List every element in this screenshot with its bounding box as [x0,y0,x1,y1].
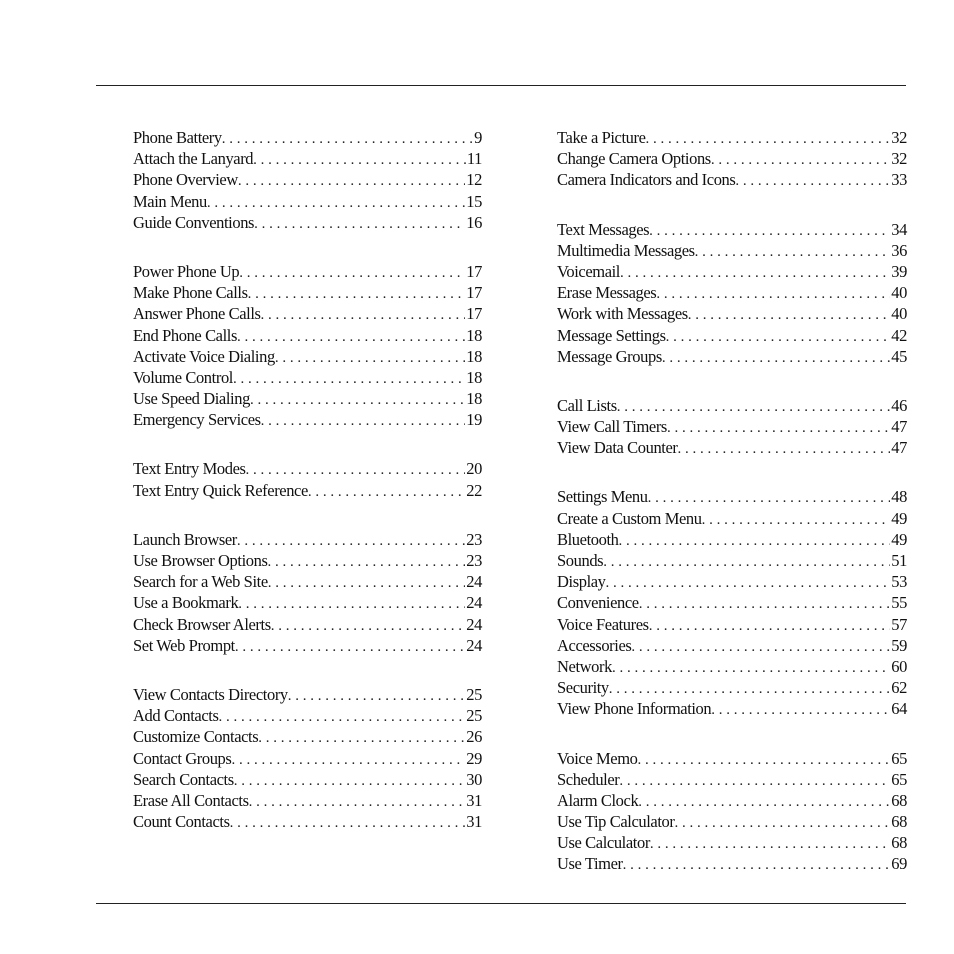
dot-leader [646,129,891,150]
toc-entry-page: 49 [891,529,907,549]
toc-entry-title: Contact Groups [133,748,232,768]
toc-entry-page: 25 [466,684,482,704]
dot-leader [609,679,891,700]
toc-entry-title: Erase All Contacts [133,790,249,810]
toc-entry-page: 24 [466,593,482,613]
toc-entry-page: 16 [466,212,482,232]
toc-entry-title: Alarm Clock [557,790,639,810]
toc-entry[interactable] [133,388,482,409]
toc-entry-title: Count Contacts [133,812,230,832]
dot-leader [267,552,465,573]
toc-entry[interactable] [133,614,482,635]
toc-entry-page: 18 [466,367,482,387]
toc-entry-page: 47 [891,417,907,437]
toc-section [557,748,907,875]
toc-section [557,127,907,191]
toc-entry[interactable] [133,325,482,346]
bottom-rule [96,903,906,904]
toc-entry[interactable] [557,219,907,240]
toc-entry-page: 15 [466,191,482,211]
dot-leader [638,792,890,813]
toc-entry-title: Set Web Prompt [133,635,235,655]
toc-entry[interactable] [133,684,482,705]
toc-entry-title: Launch Browser [133,529,237,549]
toc-entry-page: 55 [891,593,907,613]
dot-leader [230,813,466,834]
dot-leader [258,728,465,749]
toc-entry-page: 18 [466,325,482,345]
toc-entry-page: 57 [891,614,907,634]
dot-leader [617,397,891,418]
toc-entry-page: 24 [466,572,482,592]
dot-leader [678,439,891,460]
toc-entry[interactable] [133,705,482,726]
toc-entry-title: Search for a Web Site [133,572,268,592]
toc-entry-title: View Data Counter [557,438,678,458]
toc-entry[interactable] [557,508,907,529]
toc-entry-title: Message Settings [557,325,666,345]
toc-section [133,261,482,431]
toc-entry-page: 68 [891,812,907,832]
toc-entry-title: Customize Contacts [133,727,259,747]
toc-entry-page: 18 [466,346,482,366]
toc-entry-title: Make Phone Calls [133,283,248,303]
toc-entry-title: Scheduler [557,769,620,789]
toc-section [133,127,482,233]
toc-entry[interactable] [557,698,907,719]
toc-entry[interactable] [557,592,907,613]
dot-leader [235,637,465,658]
top-rule [96,85,906,86]
toc-entry-title: Power Phone Up [133,261,240,281]
toc-entry[interactable] [557,282,907,303]
toc-entry[interactable] [133,726,482,747]
toc-left-column [133,127,482,860]
toc-entry-page: 59 [891,635,907,655]
dot-leader [250,390,465,411]
toc-entry[interactable] [557,240,907,261]
toc-entry-title: Voice Features [557,614,649,634]
dot-leader [253,150,466,171]
toc-entry[interactable] [133,529,482,550]
dot-leader [674,813,890,834]
toc-entry-page: 69 [891,854,907,874]
toc-entry-title: Text Entry Modes [133,459,246,479]
toc-entry-page: 40 [891,283,907,303]
dot-leader [650,834,890,855]
toc-entry[interactable] [557,127,907,148]
toc-entry-page: 60 [891,656,907,676]
toc-entry-title: Attach the Lanyard [133,149,254,169]
toc-entry[interactable] [133,261,482,282]
toc-entry[interactable] [133,811,482,832]
dot-leader [239,263,465,284]
toc-entry[interactable] [133,127,482,148]
dot-leader [631,637,890,658]
toc-entry-title: Create a Custom Menu [557,508,702,528]
toc-entry[interactable] [557,416,907,437]
toc-entry-page: 17 [466,261,482,281]
toc-entry-page: 65 [891,769,907,789]
dot-leader [606,573,891,594]
dot-leader [649,221,890,242]
toc-entry-title: Camera Indicators and Icons [557,170,736,190]
toc-entry-title: Voice Memo [557,748,638,768]
toc-entry-page: 36 [891,240,907,260]
toc-entry[interactable] [133,748,482,769]
dot-leader [218,707,465,728]
toc-entry-title: View Call Timers [557,417,667,437]
toc-entry[interactable] [133,769,482,790]
toc-entry-title: Message Groups [557,346,662,366]
toc-entry[interactable] [557,303,907,324]
toc-entry-title: Emergency Services [133,410,261,430]
toc-entry-page: 32 [891,149,907,169]
toc-entry-title: Convenience [557,593,639,613]
dot-leader [237,327,465,348]
dot-leader [288,686,466,707]
toc-entry-page: 17 [466,283,482,303]
toc-entry[interactable] [557,395,907,416]
toc-entry-page: 68 [891,833,907,853]
toc-entry-title: View Phone Information [557,699,712,719]
dot-leader [711,150,890,171]
dot-leader [656,284,890,305]
toc-entry-page: 32 [891,128,907,147]
toc-entry[interactable] [557,748,907,769]
toc-section [133,458,482,500]
toc-entry-title: Accessories [557,635,632,655]
toc-entry-title: Settings Menu [557,487,648,507]
toc-entry-title: Check Browser Alerts [133,614,271,634]
dot-leader [666,327,891,348]
dot-leader [207,193,465,214]
toc-entry[interactable] [557,550,907,571]
dot-leader [248,284,466,305]
toc-entry-title: Sounds [557,551,604,570]
dot-leader [238,594,465,615]
toc-section [133,529,482,656]
toc-entry-page: 20 [466,459,482,479]
toc-entry-title: Use Speed Dialing [133,389,250,409]
toc-entry[interactable] [133,191,482,212]
toc-entry-title: Multimedia Messages [557,240,695,260]
toc-entry-page: 48 [891,487,907,507]
toc-entry-title: Guide Conventions [133,212,255,232]
dot-leader [231,750,465,771]
toc-entry[interactable] [557,853,907,874]
toc-entry[interactable] [133,169,482,190]
dot-leader [261,411,466,432]
toc-entry-page: 24 [466,635,482,655]
toc-entry[interactable] [557,769,907,790]
toc-entry-title: Erase Messages [557,283,657,303]
toc-entry-page: 33 [891,170,907,190]
toc-entry[interactable] [133,571,482,592]
toc-entry[interactable] [557,486,907,507]
toc-entry-page: 51 [891,551,907,570]
toc-entry-page: 29 [466,748,482,768]
toc-entry-title: Change Camera Options [557,149,711,169]
dot-leader [246,460,466,481]
toc-entry-title: Text Entry Quick Reference [133,480,308,500]
dot-leader [237,531,465,552]
toc-entry-title: Network [557,656,612,676]
toc-entry-page: 11 [466,149,482,169]
toc-entry-page: 62 [891,678,907,698]
toc-entry[interactable] [557,656,907,677]
toc-section [557,395,907,459]
toc-entry[interactable] [133,790,482,811]
toc-entry-title: Text Messages [557,219,650,239]
toc-entry-title: Use Browser Options [133,551,268,570]
toc-entry[interactable] [557,169,907,190]
toc-entry[interactable] [557,325,907,346]
toc-entry-title: Use a Bookmark [133,593,239,613]
toc-entry-page: 26 [466,727,482,747]
toc-entry[interactable] [133,458,482,479]
toc-section [557,219,907,367]
toc-entry-page: 34 [891,219,907,239]
dot-leader [623,855,891,876]
toc-entry[interactable] [133,346,482,367]
toc-entry-page: 39 [891,261,907,281]
dot-leader [662,348,890,369]
dot-leader [735,171,890,192]
dot-leader [695,242,891,263]
toc-entry-page: 12 [466,170,482,190]
toc-entry[interactable] [133,303,482,324]
toc-entry-title: Use Calculator [557,833,650,853]
toc-entry-title: Add Contacts [133,706,219,726]
dot-leader [688,305,891,326]
toc-entry[interactable] [557,529,907,550]
toc-entry[interactable] [133,212,482,233]
dot-leader [649,616,891,637]
toc-entry[interactable] [133,282,482,303]
toc-section [557,486,907,719]
toc-entry[interactable] [557,148,907,169]
toc-entry[interactable] [557,811,907,832]
toc-entry-title: Search Contacts [133,769,234,789]
dot-leader [234,771,466,792]
toc-entry-page: 40 [891,304,907,324]
dot-leader [254,214,465,235]
dot-leader [648,488,891,509]
toc-entry[interactable] [133,367,482,388]
toc-entry-page: 47 [891,438,907,458]
toc-section [133,684,482,832]
toc-entry-title: Main Menu [133,191,207,211]
toc-entry-title: Call Lists [557,395,617,415]
toc-entry-page: 49 [891,508,907,528]
toc-entry[interactable] [557,677,907,698]
toc-entry[interactable] [557,571,907,592]
dot-leader [275,348,465,369]
toc-entry-page: 31 [466,812,482,832]
toc-entry[interactable] [133,550,482,571]
toc-entry[interactable] [133,148,482,169]
toc-entry-page: 23 [466,529,482,549]
toc-entry-page: 23 [466,551,482,570]
toc-entry[interactable] [133,480,482,501]
dot-leader [238,171,465,192]
toc-entry-page: 65 [891,748,907,768]
toc-entry-title: Security [557,678,609,698]
toc-entry-page: 68 [891,790,907,810]
dot-leader [308,482,465,503]
dot-leader [637,750,890,771]
toc-entry[interactable] [133,409,482,430]
toc-entry-page: 9 [474,128,482,147]
toc-entry[interactable] [557,346,907,367]
toc-right-column [557,127,907,903]
dot-leader [639,594,891,615]
dot-leader [603,552,890,573]
toc-entry-title: Phone Battery [133,128,222,147]
toc-entry-title: Work with Messages [557,304,688,324]
toc-entry-title: Use Tip Calculator [557,812,675,832]
toc-entry-page: 46 [891,395,907,415]
dot-leader [268,573,466,594]
toc-entry-title: View Contacts Directory [133,684,288,704]
toc-entry-title: Activate Voice Dialing [133,346,275,366]
dot-leader [667,418,890,439]
toc-entry-title: Voicemail [557,261,620,281]
toc-entry[interactable] [557,635,907,656]
dot-leader [620,263,890,284]
toc-entry-page: 24 [466,614,482,634]
toc-entry[interactable] [133,592,482,613]
toc-entry-page: 64 [891,699,907,719]
toc-entry-page: 42 [891,325,907,345]
toc-entry-title: Take a Picture [557,128,646,147]
dot-leader [711,700,890,721]
toc-entry-page: 25 [466,706,482,726]
dot-leader [222,129,473,150]
toc-entry-title: Bluetooth [557,529,619,549]
toc-entry[interactable] [557,437,907,458]
toc-entry[interactable] [557,832,907,853]
toc-entry-title: Volume Control [133,367,233,387]
toc-entry-page: 17 [466,304,482,324]
dot-leader [261,305,466,326]
toc-entry[interactable] [557,261,907,282]
toc-entry-title: End Phone Calls [133,325,237,345]
toc-entry-page: 19 [466,410,482,430]
dot-leader [618,531,890,552]
toc-entry-page: 53 [891,572,907,592]
dot-leader [702,510,891,531]
toc-entry[interactable] [133,635,482,656]
toc-entry[interactable] [557,614,907,635]
dot-leader [249,792,466,813]
dot-leader [619,771,890,792]
toc-entry-title: Answer Phone Calls [133,304,261,324]
dot-leader [271,616,466,637]
toc-entry-title: Use Timer [557,854,623,874]
toc-entry-page: 31 [466,790,482,810]
toc-entry-page: 18 [466,389,482,409]
toc-entry-title: Display [557,572,606,592]
toc-entry-page: 22 [466,480,482,500]
dot-leader [233,369,465,390]
dot-leader [612,658,890,679]
toc-entry-title: Phone Overview [133,170,238,190]
toc-entry[interactable] [557,790,907,811]
toc-entry-page: 30 [466,769,482,789]
toc-entry-page: 45 [891,346,907,366]
